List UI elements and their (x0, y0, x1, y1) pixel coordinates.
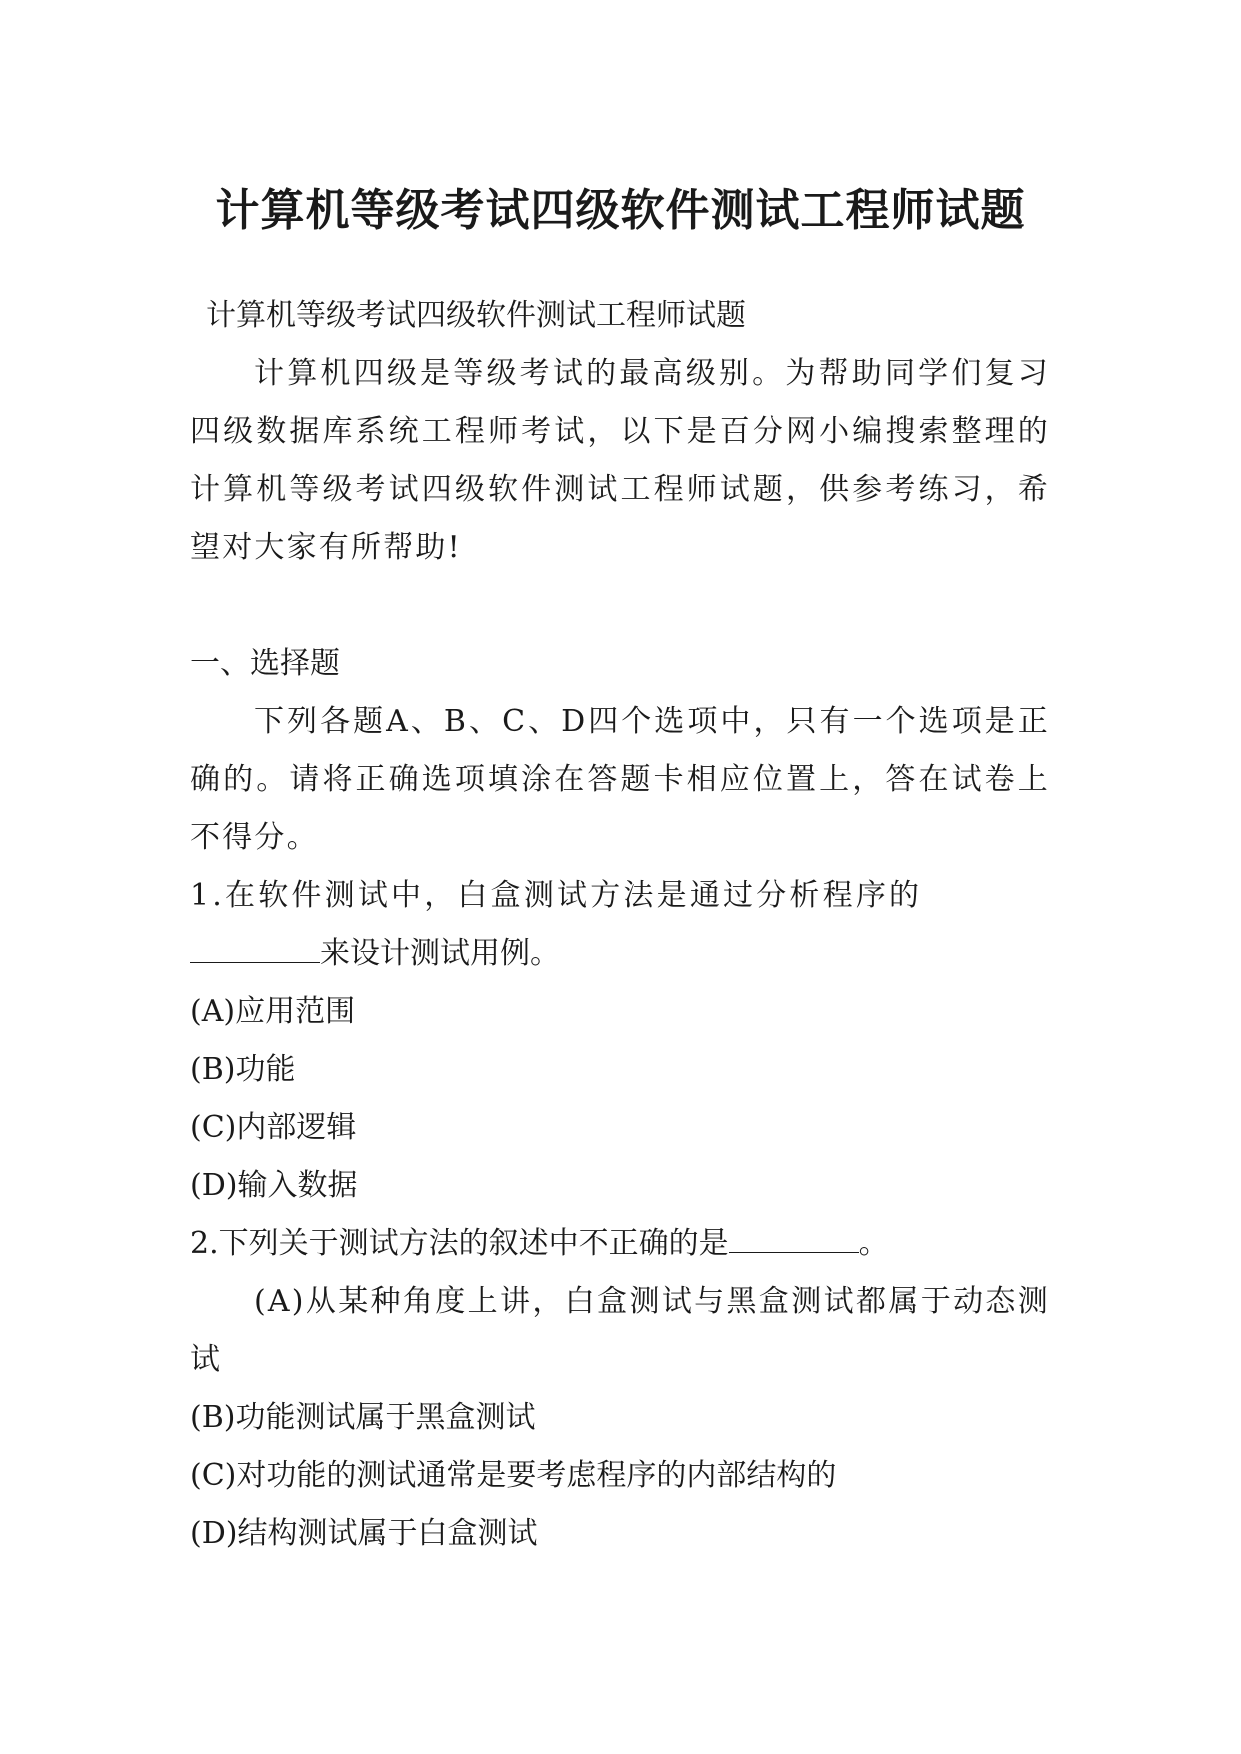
question-2-option-d: (D)结构测试属于白盒测试 (190, 1516, 538, 1551)
question-1-option-d: (D)输入数据 (190, 1168, 358, 1203)
question-2-option-a: (A)从某种角度上讲，白盒测试与黑盒测试都属于动态测试 (190, 1284, 1050, 1377)
paragraph-spacer (190, 577, 1050, 635)
section-heading: 一、选择题 (190, 646, 340, 681)
question-1 (190, 867, 1050, 1215)
question-2-stem-end: 。 (858, 1226, 889, 1261)
document-body (190, 287, 1050, 1563)
question-1-stem-end: 来设计测试用例。 (320, 936, 560, 971)
question-2-stem (190, 1215, 1050, 1273)
instructions-paragraph: 下列各题A、B、C、D四个选项中，只有一个选项是正确的。请将正确选项填涂在答题卡相应位置上，答在试卷上不得分。 (190, 704, 1050, 855)
document-subtitle: 计算机等级考试四级软件测试工程师试题 (206, 298, 746, 333)
question-1-stem-text: 1.在软件测试中，白盒测试方法是通过分析程序的 (190, 878, 923, 913)
question-2 (190, 1215, 1050, 1563)
question-2-option-c: (C)对功能的测试通常是要考虑程序的内部结构的 (190, 1458, 837, 1493)
question-1-option-c: (C)内部逻辑 (190, 1110, 357, 1145)
intro-paragraph: 计算机四级是等级考试的最高级别。为帮助同学们复习四级数据库系统工程师考试，以下是百分网小编搜索整理的计算机等级考试四级软件测试工程师试题，供参考练习，希望对大家有所帮助! (190, 356, 1050, 565)
question-1-option-b: (B)功能 (190, 1052, 296, 1087)
document-title: 计算机等级考试四级软件测试工程师试题 (215, 185, 1026, 237)
question-1-stem (190, 867, 1050, 925)
question-1-stem-continued (190, 925, 1050, 983)
answer-blank (729, 1222, 859, 1253)
question-1-option-a: (A)应用范围 (190, 994, 356, 1029)
answer-blank (190, 932, 320, 963)
question-2-option-b: (B)功能测试属于黑盒测试 (190, 1400, 536, 1435)
question-2-stem-text: 2.下列关于测试方法的叙述中不正确的是 (190, 1226, 729, 1261)
